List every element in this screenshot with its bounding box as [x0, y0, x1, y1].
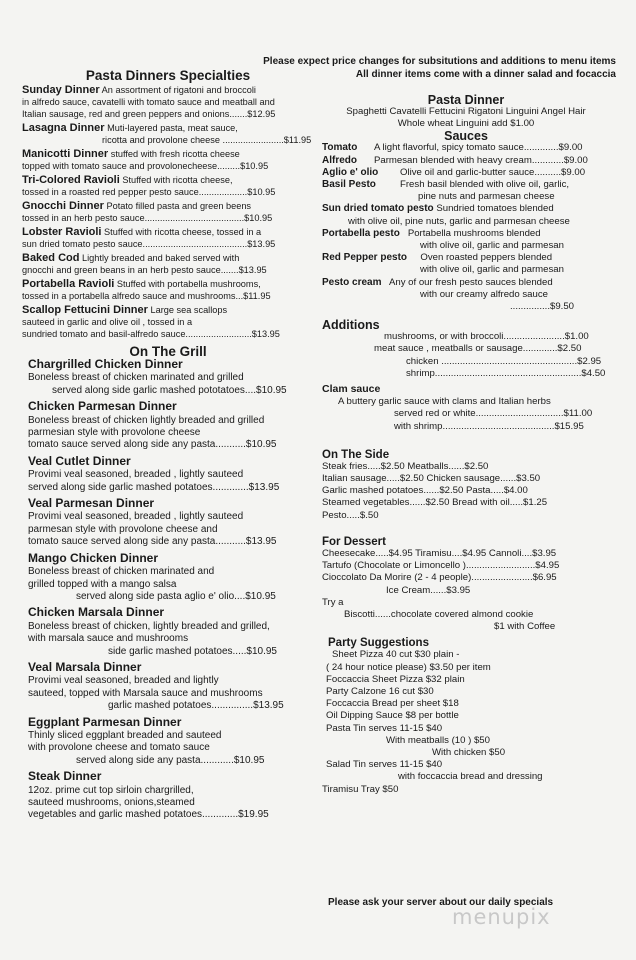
item-desc: served along side garlic mashed pototatoes....$10.95 — [52, 384, 287, 396]
party-line: Pasta Tin serves 11-15 $40 — [326, 722, 443, 734]
notice-line-1: Please expect price changes for subsitutions and additions to menu items — [263, 56, 616, 67]
item-desc: in alfredo sauce, cavatelli with tomato sauce and meatball and — [22, 97, 275, 107]
menu-item — [22, 278, 314, 302]
sauce-name: Aglio e' olio — [322, 166, 379, 178]
party-line: Party Calzone 16 cut $30 — [326, 685, 434, 697]
item-name: Lobster Ravioli — [22, 226, 102, 238]
clam-line: served red or white.................................$11.00 — [394, 408, 593, 420]
side-line: Steamed vegetables......$2.50 Bread with oil.....$1.25 — [322, 497, 548, 509]
menu-item — [22, 148, 314, 172]
dessert-line: Ice Cream......$3.95 — [386, 584, 471, 596]
sauce-item — [322, 252, 610, 276]
item-name: Mango Chicken Dinner — [28, 550, 159, 565]
item-desc: Potato filled pasta and green beens — [106, 201, 252, 211]
party-line: with foccaccia bread and dressing — [398, 771, 543, 783]
dessert-line: Cioccolato Da Morire (2 - 4 people).......................$6.95 — [322, 572, 557, 584]
menu-item — [28, 552, 314, 604]
menu-item — [22, 174, 314, 198]
sauce-item — [322, 277, 610, 314]
item-desc: side garlic mashed potatoes.....$10.95 — [108, 645, 277, 657]
item-name: Lasagna Dinner — [22, 122, 105, 134]
item-desc: tomato sauce served along side any pasta...........$13.95 — [28, 536, 277, 548]
sauce-name: Sun dried tomato pesto — [322, 203, 434, 215]
sauce-desc: Portabella mushrooms blended — [407, 227, 541, 239]
clam-line: with shrimp..........................................$15.95 — [394, 420, 584, 432]
sauce-item — [322, 203, 610, 227]
menu-item — [28, 455, 314, 494]
menu-item — [22, 200, 314, 224]
party-title: Party Suggestions — [328, 637, 429, 650]
sauces-title: Sauces — [444, 129, 488, 144]
sauce-name: Basil Pesto — [322, 179, 376, 191]
pasta-types: Spaghetti Cavatelli Fettucini Rigatoni Linguini Angel Hair — [346, 106, 586, 117]
dessert-line: $1 with Coffee — [494, 621, 556, 633]
side-title: On The Side — [322, 448, 390, 461]
item-desc: parmesian style with provolone cheese — [28, 427, 201, 439]
dessert-title: For Dessert — [322, 535, 386, 548]
sauce-desc: Any of our fresh pesto sauces blended — [388, 276, 553, 288]
item-desc: Stuffed with portabella mushrooms, — [116, 279, 261, 289]
sauce-desc: pine nuts and parmesan cheese — [418, 191, 555, 203]
sauce-item — [322, 155, 610, 167]
item-name: Tri-Colored Ravioli — [22, 174, 120, 186]
addition-line: shrimp.......................................................$4.50 — [406, 367, 606, 379]
sauce-name: Portabella pesto — [322, 227, 400, 239]
item-desc: Boneless breast of chicken, lightly breaded and grilled, — [28, 620, 270, 632]
dessert-line: Biscotti......chocolate covered almond cookie — [344, 608, 534, 620]
sauce-desc: Olive oil and garlic-butter sauce..........$9.00 — [400, 166, 586, 178]
item-desc: with provolone cheese and tomato sauce — [28, 742, 210, 754]
item-desc: Stuffed with ricotta cheese, — [122, 175, 233, 185]
left-column — [22, 70, 314, 825]
right-column — [322, 94, 610, 796]
item-desc: grilled topped with a mango salsa — [28, 578, 177, 590]
item-name: Veal Marsala Dinner — [28, 659, 142, 674]
price-notice — [263, 55, 616, 81]
specialties-list — [22, 84, 314, 340]
notice-line-2: All dinner items come with a dinner salad and focaccia — [355, 69, 616, 80]
item-desc: gnocchi and green beans in an herb pesto sauce.......$13.95 — [22, 265, 267, 275]
sauce-item — [322, 142, 610, 154]
addition-line: meat sauce , meatballs or sausage.............$2.50 — [374, 343, 582, 355]
item-desc: sun dried tomato pesto sauce.........................................$13.95 — [22, 239, 276, 249]
menu-item — [28, 716, 314, 768]
item-desc: topped with tomato sauce and provolonecheese.........$10.95 — [22, 161, 269, 171]
item-name: Veal Cutlet Dinner — [28, 453, 131, 468]
sauce-desc: with olive oil, garlic and parmesan — [420, 240, 564, 252]
item-desc: stuffed with fresh ricotta cheese — [110, 149, 240, 159]
item-name: Scallop Fettucini Dinner — [22, 304, 148, 316]
item-desc: Stuffed with ricotta cheese, tossed in a — [104, 227, 262, 237]
item-name: Chargrilled Chicken Dinner — [28, 357, 183, 371]
sauce-desc: Parmesan blended with heavy cream............$9.00 — [374, 154, 588, 166]
sauces-list — [322, 142, 610, 313]
menu-item — [28, 661, 314, 713]
menu-item — [28, 400, 314, 452]
sauce-desc: A light flavorful, spicy tomato sauce.............$9.00 — [374, 142, 583, 154]
item-desc: Large sea scallops — [150, 305, 228, 315]
item-desc: tomato sauce served along side any pasta...........$10.95 — [28, 439, 277, 451]
menu-item — [22, 226, 314, 250]
item-desc: Provimi veal seasoned, breaded and lightly — [28, 675, 219, 687]
dessert-line: Try a — [322, 596, 344, 608]
menu-item — [22, 122, 314, 146]
item-desc: tossed in a roasted red pepper pesto sauce...................$10.95 — [22, 187, 276, 197]
item-desc: served along side pasta aglio e' olio....$10.95 — [76, 590, 276, 602]
party-line: Foccaccia Bread per sheet $18 — [326, 698, 459, 710]
item-desc: served along side garlic mashed potatoes.............$13.95 — [28, 481, 280, 493]
party-line: Oil Dipping Sauce $8 per bottle — [326, 710, 459, 722]
sauce-desc: with olive oil, garlic and parmesan — [420, 264, 564, 276]
item-desc: tossed in an herb pesto sauce.......................................$10.95 — [22, 213, 273, 223]
menu-item — [22, 304, 314, 340]
sauce-desc: Oven roasted peppers blended — [420, 252, 553, 264]
sauce-desc: Fresh basil blended with olive oil, garlic, — [400, 179, 570, 191]
party-line: With meatballs (10 ) $50 — [386, 734, 490, 746]
side-line: Steak fries.....$2.50 Meatballs......$2.50 — [322, 460, 489, 472]
party-line: ( 24 hour notice please) $3.50 per item — [326, 661, 491, 673]
party-line: Salad Tin serves 11-15 $40 — [326, 759, 443, 771]
specialties-title: Pasta Dinners Specialties — [85, 68, 251, 83]
sauce-item — [322, 228, 610, 252]
party-line: With chicken $50 — [432, 746, 506, 758]
menu-item — [28, 606, 314, 658]
sauce-name: Red Pepper pesto — [322, 252, 408, 264]
pasta-dinner-title: Pasta Dinner — [427, 93, 505, 107]
item-desc: Thinly sliced eggplant breaded and sauteed — [28, 729, 222, 741]
item-desc: ricotta and provolone cheese ........................$11.95 — [102, 135, 312, 145]
item-desc: Lightly breaded and baked served with — [82, 253, 240, 263]
dessert-line: Cheesecake.....$4.95 Tiramisu....$4.95 Cannoli....$3.95 — [322, 547, 557, 559]
item-desc: parmesan style with provolone cheese and — [28, 523, 218, 535]
party-line: Tiramisu Tray $50 — [322, 783, 399, 795]
sauce-name: Pesto cream — [322, 276, 382, 288]
item-desc: Boneless breast of chicken lightly breaded and grilled — [28, 414, 265, 426]
sauce-name: Tomato — [322, 142, 358, 154]
item-desc: Italian sausage, red and green peppers and onions.......$12.95 — [22, 109, 276, 119]
sauce-item — [322, 167, 610, 179]
dessert-line: Tartufo (Chocolate or Limoncello )..........................$4.95 — [322, 560, 560, 572]
menupix-watermark: menupix — [452, 905, 551, 929]
item-desc: with marsala sauce and mushrooms — [28, 633, 189, 645]
menu-item — [22, 252, 314, 276]
item-name: Steak Dinner — [28, 769, 102, 784]
sauce-desc: with olive oil, pine nuts, garlic and parmesan cheese — [348, 215, 570, 227]
clam-line: A buttery garlic sauce with clams and Italian herbs — [338, 396, 551, 408]
menu-item — [22, 84, 314, 120]
item-name: Chicken Marsala Dinner — [28, 605, 165, 620]
daily-specials-note: Please ask your server about our daily specials — [328, 897, 554, 908]
sauce-price: ...............$9.50 — [510, 301, 574, 313]
item-desc: Provimi veal seasoned, breaded , lightly sauteed — [28, 511, 244, 523]
sauce-desc: with our creamy alfredo sauce — [420, 288, 548, 300]
party-line: Foccaccia Sheet Pizza $32 plain — [326, 673, 465, 685]
additions-title: Additions — [322, 318, 380, 333]
item-name: Veal Parmesan Dinner — [28, 496, 155, 511]
grill-title: On The Grill — [129, 344, 207, 359]
item-desc: sauteed, topped with Marsala sauce and mushrooms — [28, 687, 263, 699]
addition-line: mushrooms, or with broccoli.......................$1.00 — [384, 331, 589, 343]
side-line: Garlic mashed potatoes......$2.50 Pasta.....$4.00 — [322, 485, 528, 497]
sauce-desc: Sundried tomatoes blended — [436, 203, 554, 215]
item-desc: vegetables and garlic mashed potatoes.............$19.95 — [28, 809, 269, 821]
item-name: Gnocchi Dinner — [22, 200, 104, 212]
item-desc: served along side any pasta............$10.95 — [76, 754, 265, 766]
side-line: Italian sausage.....$2.50 Chicken sausage......$3.50 — [322, 473, 541, 485]
item-desc: Boneless breast of chicken marinated and — [28, 566, 215, 578]
item-name: Chicken Parmesan Dinner — [28, 399, 177, 414]
party-line: Sheet Pizza 40 cut $30 plain - — [332, 649, 460, 661]
clam-sauce-title: Clam sauce — [322, 383, 381, 396]
item-name: Eggplant Parmesan Dinner — [28, 714, 182, 729]
menu-item — [28, 358, 314, 397]
item-name: Manicotti Dinner — [22, 148, 109, 160]
addition-line: chicken ...................................................$2.95 — [406, 355, 602, 367]
menu-item — [28, 497, 314, 549]
sauce-name: Alfredo — [322, 154, 357, 166]
item-desc: Provimi veal seasoned, breaded , lightly sauteed — [28, 469, 244, 481]
item-desc: Boneless breast of chicken marinated and grilled — [28, 372, 244, 384]
item-desc: 12oz. prime cut top sirloin chargrilled, — [28, 784, 194, 796]
grill-list — [22, 358, 314, 822]
item-desc: sauteed mushrooms, onions,steamed — [28, 797, 195, 808]
item-desc: Muti-layered pasta, meat sauce, — [107, 123, 238, 133]
item-name: Baked Cod — [22, 252, 80, 264]
pasta-wheat: Whole wheat Linguini add $1.00 — [397, 118, 535, 130]
item-name: Sunday Dinner — [22, 84, 100, 96]
sauce-item — [322, 179, 610, 203]
item-desc: garlic mashed potatoes...............$13.95 — [108, 700, 284, 712]
item-desc: tossed in a portabella alfredo sauce and mushrooms...$11.95 — [22, 291, 271, 301]
item-desc: sauteed in garlic and olive oil , tossed in a — [22, 317, 193, 327]
item-name: Portabella Ravioli — [22, 278, 115, 290]
item-desc: sundried tomato and basil-alfredo sauce..........................$13.95 — [22, 329, 280, 339]
side-line: Pesto.....$.50 — [322, 509, 379, 521]
menu-item — [28, 770, 314, 822]
item-desc: An assortment of rigatoni and broccoli — [101, 85, 256, 95]
